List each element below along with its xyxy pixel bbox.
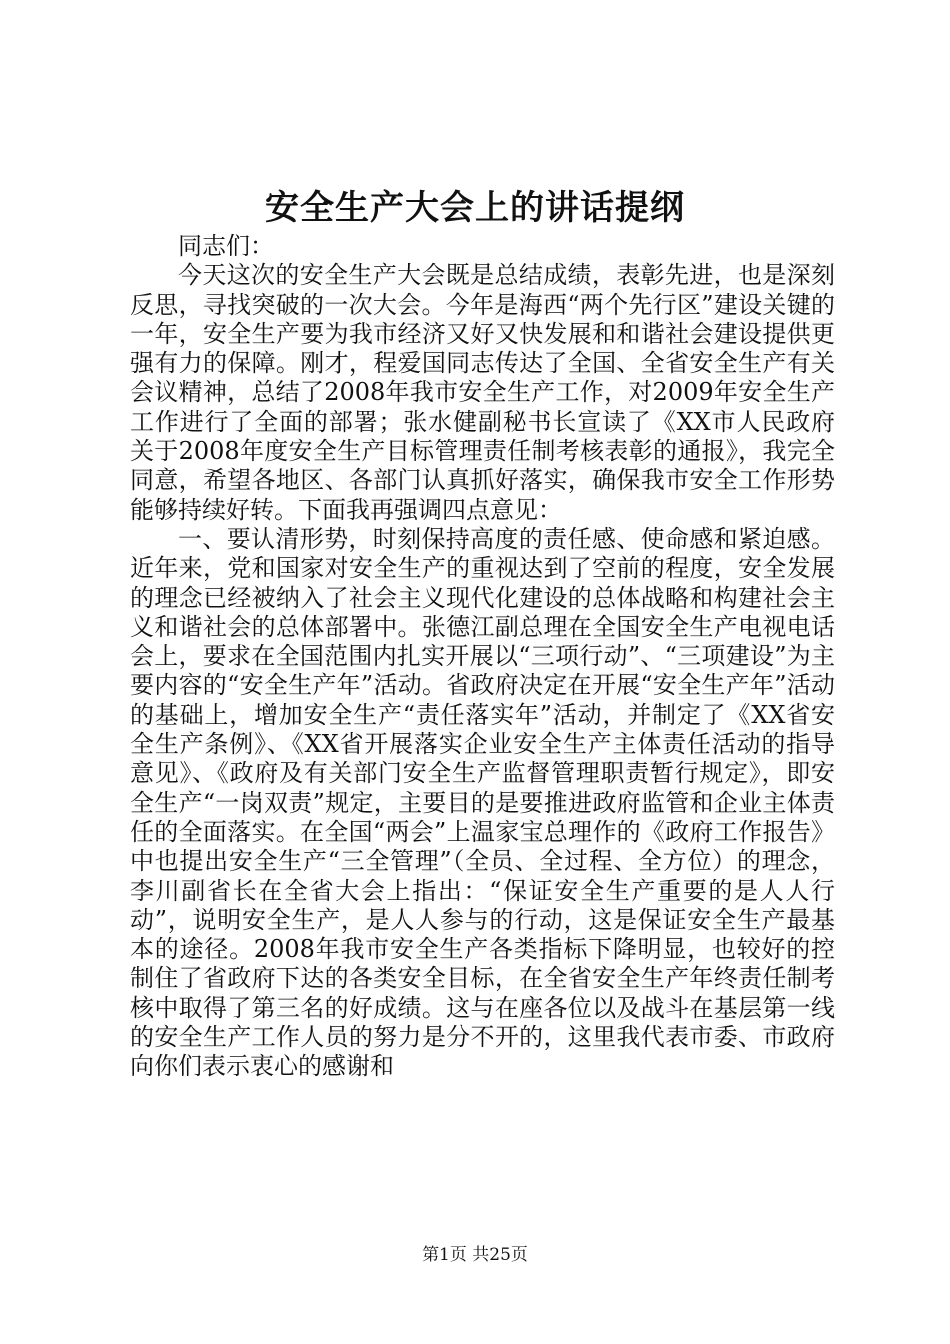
document-body xyxy=(130,232,835,1082)
document-title: 安全生产大会上的讲话提纲 xyxy=(265,188,685,228)
section-one-paragraph: 一、要认清形势，时刻保持高度的责任感、使命感和紧迫感。近年来，党和国家对安全生产的重视达到了空前的程度，安全发展的理念已经被纳入了社会主义现代化建设的总体战略和构建社会主义和谐社会的总体部署中。张德江副总理在全国安全生产电视电话会上，要求在全国范围内扎实开展以“三项行动”、“三项建设”为主要内容的“安全生产年”活动。省政府决定在开展“安全生产年”活动的基础上，增加安全生产“责任落实年”活动，并制定了《XX省安全生产条例》、《XX省开展落实企业安全生产主体责任活动的指导意见》、《政府及有关部门安全生产监督管理职责暂行规定》，即安全生产“一岗双责”规定，主要目的是要推进政府监管和企业主体责任的全面落实。在全国“两会”上温家宝总理作的《政府工作报告》中也提出安全生产“三全管理”（全员、全过程、全方位）的理念，李川副省长在全省大会上指出：“保证安全生产重要的是人人行动”，说明安全生产，是人人参与的行动，这是保证安全生产最基本的途径。2008年我市安全生产各类指标下降明显，也较好的控制住了省政府下达的各类安全目标，在全省安全生产年终责任制考核中取得了第三名的好成绩。这与在座各位以及战斗在基层第一线的安全生产工作人员的努力是分不开的，这里我代表市委、市政府向你们表示衷心的感谢和 xyxy=(130,524,835,1081)
page-number-footer: 第1页 共25页 xyxy=(422,1245,528,1265)
salutation-paragraph: 同志们： xyxy=(178,232,274,260)
intro-paragraph: 今天这次的安全生产大会既是总结成绩，表彰先进，也是深刻反思，寻找突破的一次大会。今年是海西“两个先行区”建设关键的一年，安全生产要为我市经济又好又快发展和和谐社会建设提供更强有力的保障。刚才，程爱国同志传达了全国、全省安全生产有关会议精神，总结了2008年我市安全生产工作，对2009年安全生产工作进行了全面的部署；张水健副秘书长宣读了《XX市人民政府关于2008年度安全生产目标管理责任制考核表彰的通报》，我完全同意，希望各地区、各部门认真抓好落实，确保我市安全工作形势能够持续好转。下面我再强调四点意见： xyxy=(130,261,835,524)
